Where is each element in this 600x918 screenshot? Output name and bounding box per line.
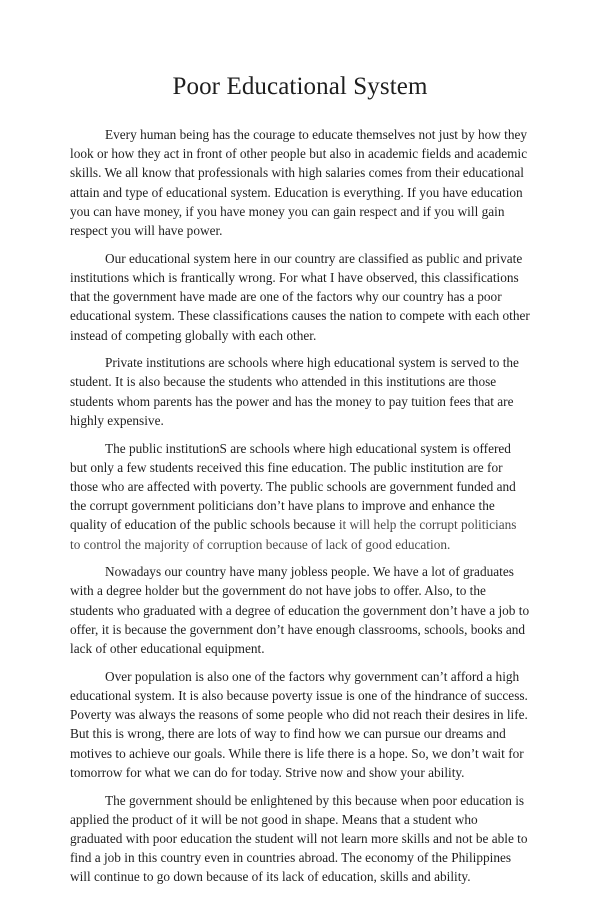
paragraph <box>70 562 530 658</box>
paragraph-text: Private institutions are schools where high educational system is served to the student. It is also because the students who attended in this institutions are those students whom parents has the power and has the money to pay tuition fees that are highly expensive. <box>70 355 519 428</box>
document-body <box>70 125 530 887</box>
paragraph <box>70 439 530 554</box>
paragraph-text-faded: it will help the corrupt politicians to control the majority of corruption because of lack of good education. <box>70 517 517 552</box>
paragraph-text: The public institutionS are schools where high educational system is offered but only a few students received this fine education. The public institution are for those who are affected with poverty. The public schools are government funded and the corrupt government politicians don’t have plans to improve and enhance the quality of education of the public schools because <box>70 440 516 533</box>
paragraph <box>70 249 530 345</box>
paragraph <box>70 353 530 430</box>
paragraph-text: Every human being has the courage to educate themselves not just by how they look or how they act in front of other people but also in academic fields and academic skills. We all know that professionals with high salaries comes from their educational attain and type of educational system. Education is everything. If you have education you can have money, if you have money you can gain respect and if you will gain respect you will have power. <box>70 127 528 239</box>
paragraph <box>70 125 530 240</box>
paragraph-text: The government should be enlightened by this because when poor education is applied the product of it will be not good in shape. Means that a student who graduated with poor education the student will not learn more skills and not be able to find a job in this country even in countries abroad. The economy of the Philippines will continue to go down because of its lack of education, skills and ability. <box>70 792 528 885</box>
paragraph-text: Our educational system here in our country are classified as public and private institutions which is frantically wrong. For what I have observed, this classifications that the government have made are one of the factors why our country has a poor educational system. These classifications causes the nation to compete with each other instead of competing globally with each other. <box>70 250 530 343</box>
document-title: Poor Educational System <box>172 73 428 100</box>
paragraph <box>70 791 530 887</box>
paragraph <box>70 667 530 782</box>
paragraph-text: Over population is also one of the factors why government can’t afford a high educational system. It is also because poverty issue is one of the hindrance of success. Poverty was always the reasons of some people who did not reach their desires in life. But this is wrong, there are lots of way to find how we can pursue our dreams and motives to achieve our goals. While there is life there is a hope. So, we don’t wait for tomorrow for what we can do for today. Strive now and show your ability. <box>70 668 528 780</box>
paragraph-text: Nowadays our country have many jobless people. We have a lot of graduates with a degree holder but the government do not have jobs to offer. Also, to the students who graduated with a degree of education the government don’t have a job to offer, it is because the government don’t have enough classrooms, schools, books and lack of other educational equipment. <box>70 564 530 657</box>
